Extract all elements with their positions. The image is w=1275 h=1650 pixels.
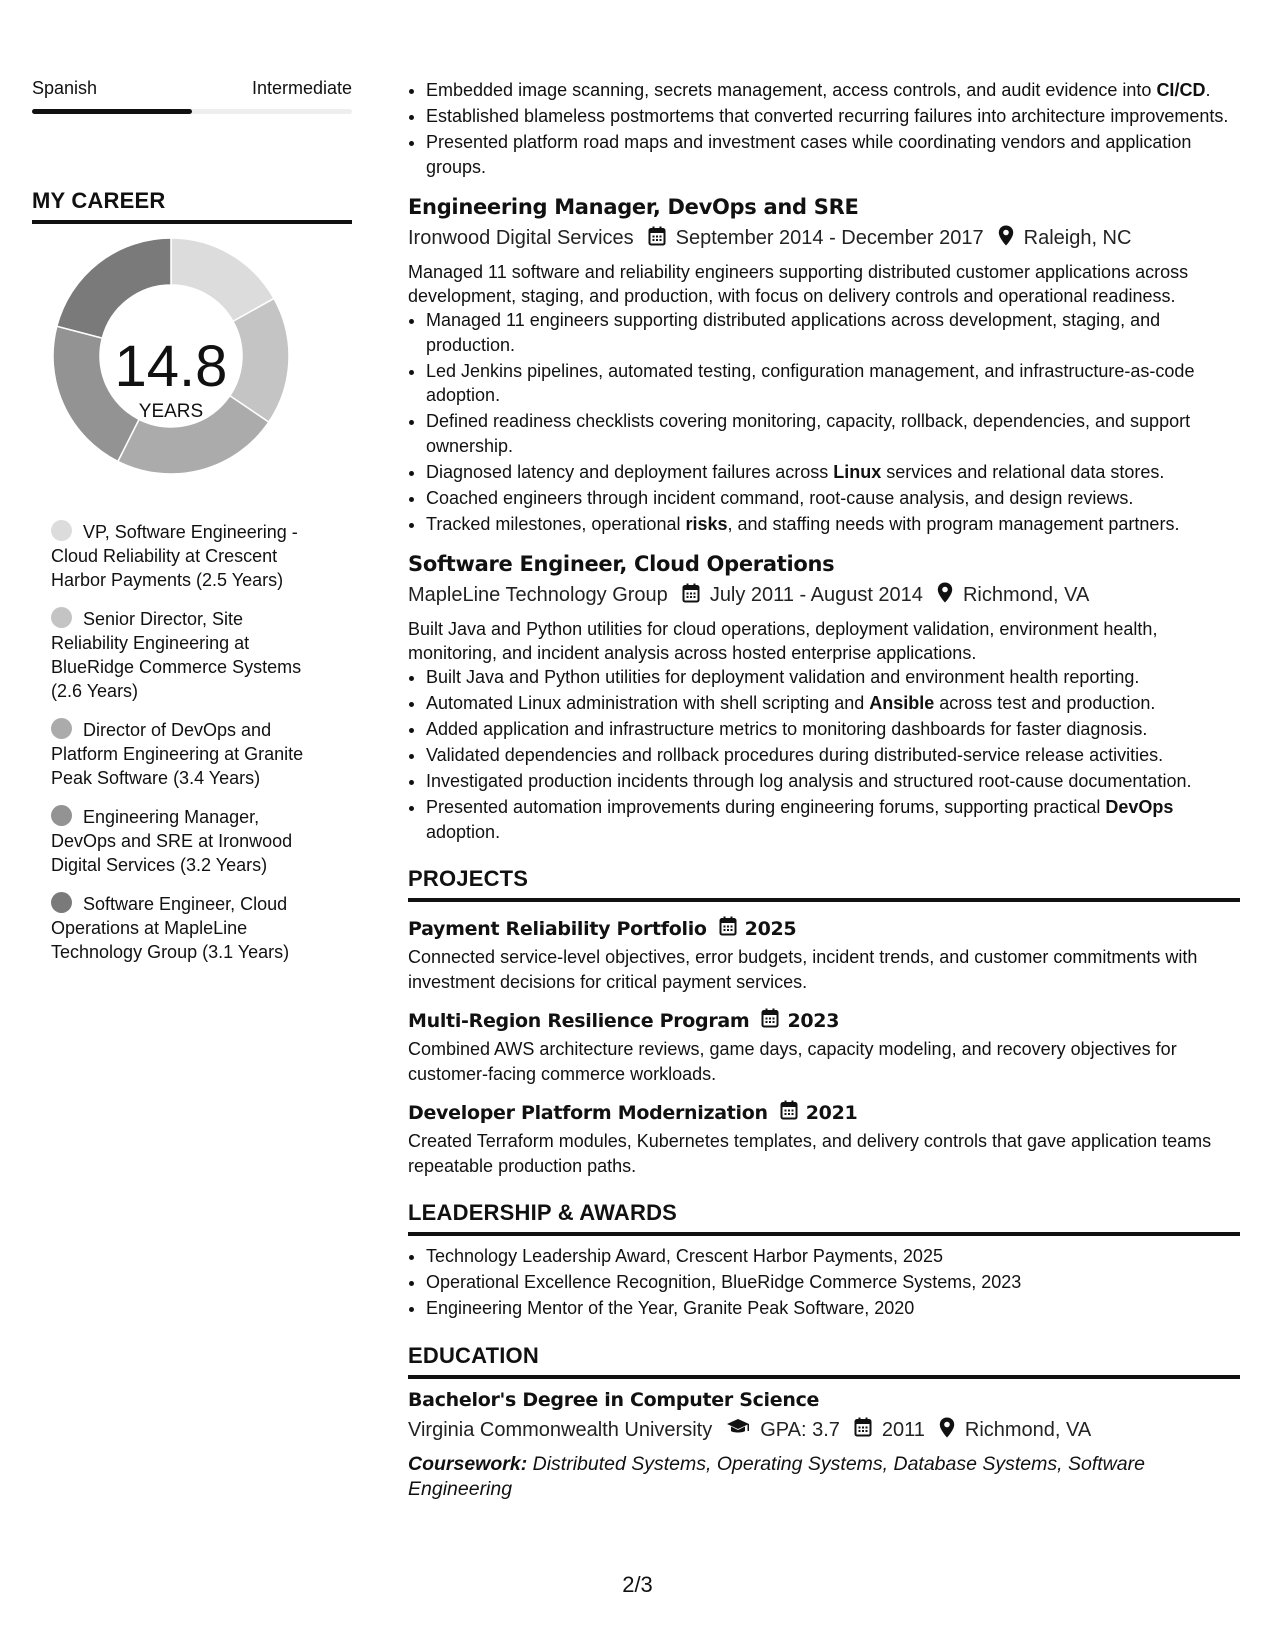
- job-meta: [408, 225, 1240, 252]
- project-entry: [408, 1100, 1240, 1178]
- language-level: Intermediate: [251, 78, 352, 98]
- job-entry: [408, 552, 1240, 844]
- calendar-icon: [761, 1008, 779, 1033]
- project-description: Combined AWS architecture reviews, game days, capacity modeling, and recovery objectives for customer-facing commerce workloads.: [408, 1039, 1177, 1084]
- calendar-icon: [648, 226, 666, 252]
- legend-dot: [51, 892, 72, 913]
- career-legend: [32, 520, 352, 964]
- bullet-text: Presented platform road maps and investment cases while coordinating vendors and application groups.: [426, 132, 1192, 177]
- career-total-years: 14.8: [114, 334, 228, 399]
- award-item: • Technology Leadership Award, Crescent Harbor Payments, 2025: [426, 1244, 1240, 1269]
- bullet-text: Defined readiness checklists covering monitoring, capacity, rollback, dependencies, and support ownership.: [426, 411, 1191, 456]
- section-divider: [408, 1375, 1240, 1379]
- section-divider: [408, 1232, 1240, 1236]
- degree-name: Bachelor's Degree in Computer Science: [408, 1388, 820, 1411]
- job-location: Richmond, VA: [962, 584, 1090, 606]
- job-meta: [408, 582, 1240, 609]
- project-entry: [408, 916, 1240, 994]
- awards-list: [408, 1244, 1240, 1321]
- career-legend-label: Director of DevOps and Platform Engineering at Granite Peak Software (3.4 Years): [51, 720, 304, 788]
- bullet-text: Automated Linux administration with shell scripting and: [426, 693, 870, 713]
- project-header: [408, 916, 1240, 941]
- bullet-item: [426, 460, 1240, 485]
- school-name: Virginia Commonwealth University: [408, 1418, 713, 1441]
- legend-dot: [51, 520, 72, 541]
- projects-section: [408, 866, 1240, 1178]
- education-section: [408, 1343, 1240, 1502]
- bullet-text-end: across test and production.: [934, 693, 1156, 713]
- job-location: Raleigh, NC: [1023, 227, 1132, 249]
- career-legend-label: Engineering Manager, DevOps and SRE at Ironwood Digital Services (3.2 Years): [51, 807, 293, 875]
- career-years-unit: YEARS: [138, 401, 204, 422]
- company-name: MapleLine Technology Group: [408, 584, 668, 606]
- bullet-keyword: Linux: [833, 461, 882, 482]
- calendar-icon: [719, 916, 737, 941]
- degree-title: [408, 1389, 1240, 1411]
- bullet-item: [426, 104, 1240, 129]
- project-description: Created Terraform modules, Kubernetes templates, and delivery controls that gave application teams repeatable production paths.: [408, 1131, 1212, 1176]
- career-legend-label: Senior Director, Site Reliability Engineering at BlueRidge Commerce Systems (2.6 Years): [51, 609, 302, 701]
- legend-dot: [51, 718, 72, 739]
- project-year: 2025: [744, 917, 797, 940]
- project-description: Connected service-level objectives, error budgets, incident trends, and customer commitments with investment decisions for critical payment services.: [408, 947, 1198, 992]
- bullet-text: Established blameless postmortems that converted recurring failures into architecture improvements.: [426, 106, 1229, 126]
- career-legend-label: Software Engineer, Cloud Operations at MapleLine Technology Group (3.1 Years): [51, 894, 290, 962]
- graduation-year: 2011: [881, 1418, 925, 1441]
- calendar-icon: [854, 1417, 872, 1443]
- job-dates: September 2014 - December 2017: [675, 227, 984, 249]
- career-legend-item: [51, 520, 319, 592]
- bullet-keyword: DevOps: [1105, 797, 1174, 817]
- bullet-item: [426, 486, 1240, 511]
- project-header: [408, 1008, 1240, 1033]
- gpa: GPA: 3.7: [760, 1418, 840, 1441]
- job-summary: Managed 11 software and reliability engineers supporting distributed customer applications across development, staging, and production, with focus on delivery controls and operational readiness.: [408, 262, 1189, 306]
- career-legend-item: [51, 607, 319, 703]
- school-location: Richmond, VA: [964, 1418, 1092, 1441]
- project-title: Developer Platform Modernization: [408, 1101, 768, 1124]
- bullet-text-end: , and staffing needs with program management partners.: [727, 513, 1180, 534]
- job-bullets: [408, 665, 1240, 844]
- coursework-list: Distributed Systems, Operating Systems, Database Systems, Software Engineering: [408, 1452, 1145, 1500]
- language-proficiency-fill: [32, 109, 192, 114]
- previous-job-bullets: [408, 78, 1240, 179]
- language-row: [32, 78, 352, 99]
- job-title: Engineering Manager, DevOps and SRE: [408, 195, 859, 219]
- project-year: 2023: [787, 1009, 840, 1032]
- experience-list: [408, 195, 1240, 844]
- career-section: [32, 188, 352, 964]
- legend-dot: [51, 607, 72, 628]
- location-pin-icon: [939, 1417, 955, 1444]
- project-year: 2021: [805, 1101, 858, 1124]
- bullet-item: [426, 665, 1240, 690]
- project-title: Payment Reliability Portfolio: [408, 917, 707, 940]
- bullet-keyword: CI/CD: [1156, 80, 1206, 100]
- bullet-item: [426, 409, 1240, 458]
- job-dates: July 2011 - August 2014: [709, 584, 923, 606]
- job-title: Software Engineer, Cloud Operations: [408, 552, 835, 576]
- section-divider: [32, 220, 352, 224]
- bullet-item: [426, 743, 1240, 768]
- bullet-text: Validated dependencies and rollback procedures during distributed-service release activities.: [426, 745, 1164, 765]
- bullet-text: Diagnosed latency and deployment failures across: [426, 461, 834, 482]
- bullet-text: Embedded image scanning, secrets management, access controls, and audit evidence into: [426, 80, 1157, 100]
- bullet-text: Coached engineers through incident command, root-cause analysis, and design reviews.: [426, 487, 1134, 508]
- bullet-item: [426, 717, 1240, 742]
- career-donut-chart: [32, 238, 352, 494]
- bullet-item: [426, 691, 1240, 716]
- bullet-item: [426, 130, 1240, 179]
- language-proficiency-bar: [32, 109, 352, 114]
- bullet-text-end: adoption.: [426, 821, 501, 842]
- project-entry: [408, 1008, 1240, 1086]
- job-entry: [408, 195, 1240, 536]
- language-name: Spanish: [32, 78, 98, 98]
- coursework-label: Coursework:: [408, 1452, 528, 1475]
- bullet-keyword: Ansible: [869, 693, 935, 713]
- bullet-item: [426, 308, 1240, 357]
- career-legend-label: VP, Software Engineering - Cloud Reliability at Crescent Harbor Payments (2.5 Years): [51, 522, 298, 590]
- location-pin-icon: [937, 582, 953, 609]
- bullet-text: Tracked milestones, operational: [426, 513, 686, 534]
- bullet-item: [426, 512, 1240, 537]
- bullet-item: [426, 795, 1240, 844]
- sidebar: [32, 78, 352, 979]
- job-summary: Built Java and Python utilities for cloud operations, deployment validation, environment health, monitoring, and incident analysis across hosted enterprise applications.: [408, 619, 1158, 663]
- company-name: Ironwood Digital Services: [408, 227, 634, 249]
- awards-section: [408, 1200, 1240, 1321]
- career-legend-item: [51, 892, 319, 964]
- bullet-keyword: risks: [685, 513, 728, 534]
- bullet-text-end: services and relational data stores.: [881, 461, 1165, 482]
- calendar-icon: [682, 583, 700, 609]
- career-legend-item: [51, 805, 319, 877]
- award-item: • Engineering Mentor of the Year, Granite Peak Software, 2020: [426, 1296, 1240, 1321]
- bullet-item: [426, 359, 1240, 408]
- career-heading: MY CAREER: [32, 188, 166, 213]
- bullet-item: [426, 769, 1240, 794]
- coursework: [408, 1452, 1240, 1502]
- project-header: [408, 1100, 1240, 1125]
- bullet-text: Investigated production incidents through log analysis and structured root-cause documentation.: [426, 771, 1192, 791]
- projects-list: [408, 916, 1240, 1178]
- bullet-text: Led Jenkins pipelines, automated testing, configuration management, and infrastructure-as-code adoption.: [426, 360, 1195, 405]
- legend-dot: [51, 805, 72, 826]
- education-meta: [408, 1417, 1240, 1444]
- location-pin-icon: [998, 225, 1014, 252]
- calendar-icon: [780, 1100, 798, 1125]
- career-donut-segment-5: [57, 238, 171, 338]
- awards-heading: LEADERSHIP & AWARDS: [408, 1200, 678, 1225]
- award-item: • Operational Excellence Recognition, BlueRidge Commerce Systems, 2023: [426, 1270, 1240, 1295]
- bullet-text: Presented automation improvements during engineering forums, supporting practical: [426, 797, 1106, 817]
- section-divider: [408, 898, 1240, 902]
- main-content: [408, 78, 1240, 1502]
- project-title: Multi-Region Resilience Program: [408, 1009, 750, 1032]
- bullet-text-end: .: [1205, 80, 1211, 100]
- bullet-text: Built Java and Python utilities for deployment validation and environment health reporting.: [426, 667, 1140, 687]
- graduation-cap-icon: [726, 1418, 750, 1442]
- career-legend-item: [51, 718, 319, 790]
- projects-heading: PROJECTS: [408, 866, 529, 891]
- page-number: 2/3: [622, 1572, 653, 1597]
- job-bullets: [408, 308, 1240, 536]
- bullet-item: [426, 78, 1240, 103]
- education-heading: EDUCATION: [408, 1342, 539, 1368]
- bullet-text: Added application and infrastructure metrics to monitoring dashboards for faster diagnosis.: [426, 719, 1148, 739]
- bullet-text: Managed 11 engineers supporting distributed applications across development, staging, and production.: [426, 310, 1161, 355]
